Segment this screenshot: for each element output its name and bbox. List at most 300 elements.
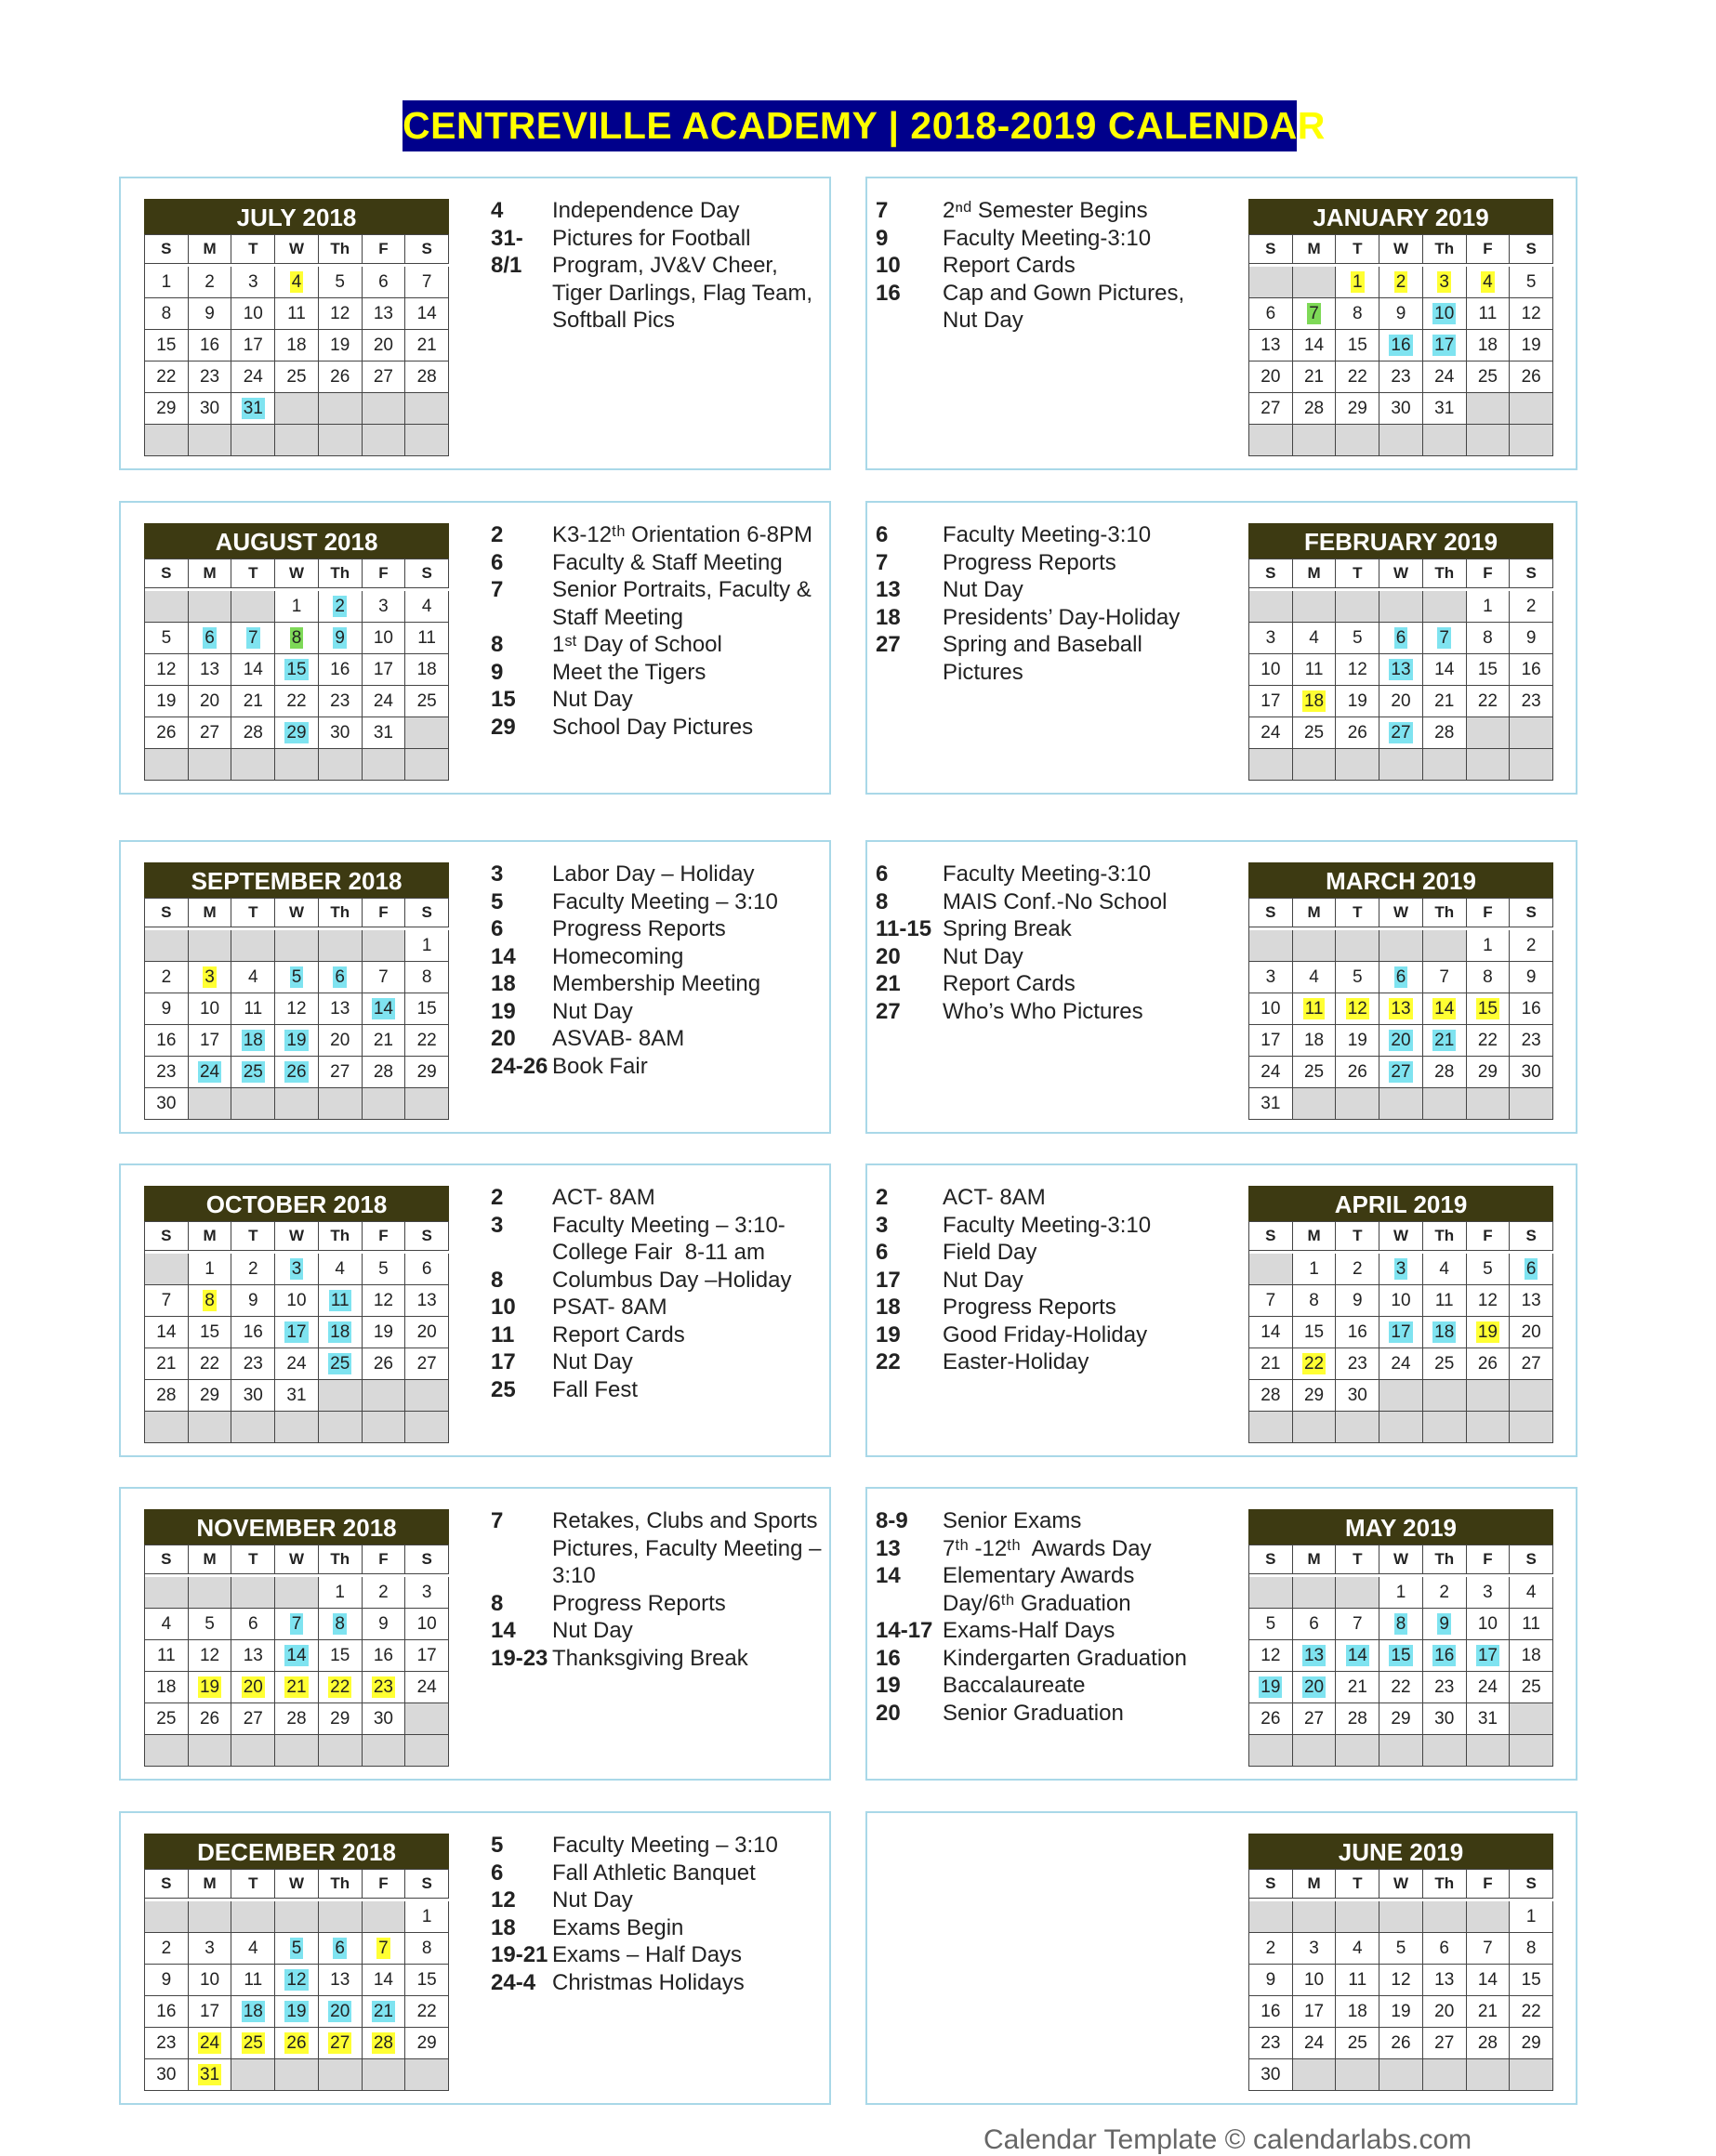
day-cell [1379,962,1423,993]
day-number: 8 [1352,304,1363,323]
day-cell [1249,298,1293,330]
event-item [491,915,825,943]
weekday-header: Th [1423,1222,1467,1251]
day-cell [1423,686,1467,717]
day-number: 5 [1395,1939,1406,1958]
day-number: 18 [1347,2002,1367,2021]
event-date: 8 [491,632,504,657]
weekday-header: S [405,235,449,264]
day-cell [363,654,406,686]
empty-day-cell [1467,1380,1511,1412]
event-date: 7 [491,577,504,602]
empty-day-cell [275,749,319,781]
day-cell [1510,962,1553,993]
event-date: 4 [491,198,504,223]
day-cell [405,1285,449,1317]
day-cell [231,1672,275,1703]
day-number: 18 [286,335,307,355]
weekday-header: F [363,559,406,588]
empty-day-cell [145,1412,189,1443]
day-number: 30 [1434,1709,1455,1729]
day-number: 2 [378,1583,389,1602]
day-cell [189,330,232,362]
weekday-header: Th [319,235,363,264]
event-date: 8-9 [876,1508,908,1533]
month-title: FEBRUARY 2019 [1248,523,1553,559]
empty-day-cell [363,1088,406,1120]
day-number: 18 [416,660,437,679]
event-text: Membership Meeting [552,971,761,996]
day-number: 10 [1303,1970,1325,1990]
day-number: 5 [161,628,172,648]
day-cell [363,1640,406,1672]
day-cell [1467,330,1511,362]
empty-day-cell [319,930,363,962]
empty-day-cell [1379,1901,1423,1933]
day-cell [231,267,275,298]
empty-day-cell [189,591,232,623]
weekday-header: W [275,1545,319,1574]
empty-day-cell [405,393,449,425]
day-cell [1510,1965,1553,1996]
weekday-header: F [363,1222,406,1251]
day-cell [1423,2028,1467,2059]
empty-day-cell [1423,2059,1467,2091]
day-cell [363,1254,406,1285]
day-cell [1510,1996,1553,2028]
day-cell [231,1965,275,1996]
day-number: 13 [199,660,220,679]
day-cell [363,962,406,993]
day-cell [1249,1348,1293,1380]
day-number: 16 [1521,660,1541,679]
event-text: Nut Day [943,1267,1023,1293]
day-cell [1467,1057,1511,1088]
event-date: 24-4 [491,1969,536,1995]
empty-day-cell [145,425,189,456]
event-item [491,1376,825,1404]
day-number: 13 [1434,1970,1455,1990]
day-cell [189,717,232,749]
day-number: 11 [1434,1291,1454,1310]
day-cell [363,1057,406,1088]
day-number: 20 [330,1031,350,1050]
day-number: 23 [1521,1031,1541,1050]
day-cell [275,1703,319,1735]
day-number: 23 [199,367,220,387]
empty-day-cell [275,1412,319,1443]
day-cell [405,1254,449,1285]
day-number: 1 [421,936,432,955]
day-number: 29 [416,2033,437,2053]
empty-day-cell [1467,749,1511,781]
day-number: 12 [286,1970,307,1990]
event-item [491,659,825,687]
weekday-header: M [189,559,232,588]
day-cell [319,993,363,1025]
day-number: 1 [1483,936,1493,955]
day-number: 10 [199,999,220,1019]
day-cell [145,362,189,393]
event-text: Kindergarten Graduation [943,1645,1187,1671]
day-cell [1336,717,1379,749]
day-cell [1467,298,1511,330]
empty-day-cell [145,749,189,781]
day-number: 11 [1522,1614,1540,1634]
weekday-header: T [1336,1545,1379,1574]
empty-day-cell [1423,591,1467,623]
event-date: 14 [876,1563,901,1588]
event-text: 2ⁿᵈ Semester Begins [943,198,1148,223]
day-cell [1336,1025,1379,1057]
event-date: 31-8/1 [491,225,523,278]
day-cell [275,1025,319,1057]
day-cell [1293,1057,1337,1088]
day-number: 12 [1477,1291,1498,1310]
day-number: 16 [243,1322,263,1342]
event-text: Book Fair [552,1053,648,1079]
empty-day-cell [1249,749,1293,781]
day-cell [319,330,363,362]
weekday-header: M [1293,1870,1337,1899]
day-number: 27 [416,1354,437,1374]
day-cell [319,1254,363,1285]
day-number: 21 [156,1354,177,1374]
weekday-header: W [1379,235,1423,264]
day-cell [1293,1285,1337,1317]
day-cell [1293,686,1337,717]
event-text: Nut Day [943,577,1023,602]
weekday-header: S [145,899,189,927]
empty-day-cell [1423,1088,1467,1120]
day-number: 6 [1525,1259,1537,1279]
day-number: 7 [1483,1939,1493,1958]
day-number: 9 [161,999,172,1019]
weekday-header: T [231,1545,275,1574]
weekday-header: W [275,1222,319,1251]
weekday-header: S [405,1222,449,1251]
empty-day-cell [145,930,189,962]
day-cell [1293,1933,1337,1965]
day-cell [1249,1965,1293,1996]
empty-day-cell [1423,1412,1467,1443]
day-cell [1249,1933,1293,1965]
day-number: 6 [1309,1614,1319,1634]
day-cell [1467,1609,1511,1640]
day-cell [363,330,406,362]
day-cell [1249,1025,1293,1057]
day-number: 28 [243,723,263,743]
event-date: 8 [876,888,889,914]
weekday-header: W [1379,1870,1423,1899]
empty-day-cell [1467,717,1511,749]
day-cell [189,1640,232,1672]
day-number: 28 [416,367,437,387]
day-cell [1336,330,1379,362]
day-number: 3 [1309,1939,1319,1958]
day-number: 1 [1525,1907,1537,1926]
day-cell [275,1254,319,1285]
day-cell [1467,623,1511,654]
day-cell [231,393,275,425]
day-cell [1423,330,1467,362]
empty-day-cell [189,425,232,456]
day-cell [319,1577,363,1609]
day-cell [363,717,406,749]
day-cell [363,1025,406,1057]
day-number: 27 [199,723,220,743]
day-number: 21 [1434,691,1455,711]
month-grid [144,1221,449,1443]
page-title: CENTREVILLE ACADEMY | 2018-2019 CALENDAR [403,100,1297,151]
day-cell [363,1609,406,1640]
event-date: 16 [876,1645,901,1671]
day-number: 18 [243,1031,263,1050]
day-cell [1467,993,1511,1025]
event-item [491,1267,825,1295]
day-cell [1293,1672,1337,1703]
day-number: 4 [1309,628,1319,648]
day-cell [275,654,319,686]
day-cell [145,623,189,654]
day-cell [189,1057,232,1088]
day-cell [231,1609,275,1640]
day-number: 13 [1521,1291,1541,1310]
empty-day-cell [1336,1412,1379,1443]
day-cell [363,267,406,298]
day-cell [1379,1317,1423,1348]
event-item [491,1025,825,1053]
weekday-header: S [1249,559,1293,588]
day-number: 5 [205,1614,215,1634]
day-cell [363,993,406,1025]
day-number: 4 [1439,1259,1449,1279]
event-text: Thanksgiving Break [552,1645,748,1671]
day-number: 19 [199,1677,220,1697]
empty-day-cell [405,1703,449,1735]
day-number: 10 [1261,660,1281,679]
day-cell [1336,1348,1379,1380]
event-item [491,1053,825,1081]
day-cell [1510,298,1553,330]
day-cell [189,1348,232,1380]
day-cell [1336,2028,1379,2059]
event-text: Progress Reports [552,1590,726,1616]
day-cell [1423,1996,1467,2028]
empty-day-cell [1249,1735,1293,1767]
day-cell [231,654,275,686]
day-number: 27 [330,2033,350,2053]
day-cell [319,1609,363,1640]
day-number: 11 [1478,304,1498,323]
day-number: 4 [247,967,258,987]
day-cell [189,1380,232,1412]
day-cell [1510,2028,1553,2059]
empty-day-cell [189,1577,232,1609]
event-date: 6 [491,1860,504,1886]
event-item [491,225,825,335]
day-cell [1510,330,1553,362]
day-number: 15 [1477,999,1498,1019]
weekday-header: T [231,899,275,927]
day-number: 5 [1483,1259,1493,1279]
empty-day-cell [1423,930,1467,962]
day-number: 16 [373,1646,393,1665]
day-number: 29 [1477,1062,1498,1082]
day-number: 22 [199,1354,220,1374]
event-item [491,970,825,998]
month-calendar-oct-2018 [144,1186,449,1443]
day-cell [1336,393,1379,425]
day-number: 7 [1352,1614,1363,1634]
day-cell [1423,623,1467,654]
day-cell [1423,1285,1467,1317]
day-number: 7 [291,1614,302,1634]
day-cell [405,1996,449,2028]
day-number: 4 [1309,967,1319,987]
event-date: 6 [491,916,504,941]
event-item [876,861,1210,888]
empty-day-cell [145,1901,189,1933]
day-cell [189,1317,232,1348]
day-number: 26 [1477,1354,1498,1374]
day-number: 30 [243,1386,263,1405]
day-number: 19 [286,1031,307,1050]
weekday-header: W [275,559,319,588]
event-date: 17 [876,1267,901,1293]
day-cell [1510,1025,1553,1057]
day-number: 26 [1391,2033,1411,2053]
day-cell [405,362,449,393]
day-number: 19 [330,335,350,355]
day-number: 23 [373,1677,393,1697]
event-text: Senior Portraits, Faculty & Staff Meeting [552,577,818,630]
day-cell [363,1933,406,1965]
day-cell [405,1640,449,1672]
day-number: 20 [330,2002,350,2021]
day-cell [231,330,275,362]
day-cell [275,591,319,623]
empty-day-cell [1467,1735,1511,1767]
event-item [876,521,1210,549]
day-cell [231,717,275,749]
day-cell [1379,1996,1423,2028]
empty-day-cell [1510,2059,1553,2091]
empty-day-cell [189,1735,232,1767]
day-number: 3 [247,272,258,292]
day-number: 8 [1483,628,1493,648]
day-number: 1 [205,1259,215,1279]
day-cell [1379,393,1423,425]
day-cell [1293,1640,1337,1672]
day-number: 27 [1391,723,1411,743]
day-number: 20 [416,1322,437,1342]
day-cell [1293,717,1337,749]
day-cell [1510,1348,1553,1380]
event-item [876,1212,1210,1240]
event-text: Meet the Tigers [552,659,706,685]
day-number: 16 [330,660,350,679]
day-cell [1467,1577,1511,1609]
day-number: 5 [335,272,345,292]
day-cell [1423,993,1467,1025]
day-cell [1293,654,1337,686]
day-number: 12 [199,1646,220,1665]
day-number: 3 [378,597,389,616]
day-number: 10 [416,1614,437,1634]
event-item [876,631,1210,686]
event-item [491,1645,825,1673]
day-number: 25 [1303,723,1325,743]
day-cell [1293,1996,1337,2028]
day-number: 29 [286,723,307,743]
day-cell [1379,1933,1423,1965]
day-number: 24 [1303,2033,1325,2053]
day-number: 6 [421,1259,432,1279]
empty-day-cell [319,749,363,781]
day-cell [1510,1640,1553,1672]
day-number: 12 [1261,1646,1281,1665]
event-text: Nut Day [552,1618,633,1643]
day-cell [405,1901,449,1933]
event-item [491,1941,825,1969]
month-grid [144,559,449,781]
day-cell [1467,654,1511,686]
empty-day-cell [1379,930,1423,962]
weekday-header: Th [1423,899,1467,927]
empty-day-cell [231,930,275,962]
footer-credit: Calendar Template © calendarlabs.com [983,2124,1472,2155]
event-date: 6 [876,861,889,887]
day-cell [363,591,406,623]
day-number: 13 [1391,999,1411,1019]
day-cell [1293,993,1337,1025]
day-number: 25 [286,367,307,387]
day-number: 14 [1434,660,1455,679]
event-item [876,1700,1210,1728]
day-number: 10 [1477,1614,1498,1634]
day-number: 9 [335,628,345,648]
event-text: Cap and Gown Pictures, Nut Day [943,280,1191,333]
day-cell [363,1285,406,1317]
day-cell [189,1965,232,1996]
day-cell [1467,1254,1511,1285]
event-date: 7 [491,1508,504,1533]
day-number: 14 [1347,1646,1367,1665]
day-number: 26 [1521,367,1541,387]
weekday-header: W [1379,559,1423,588]
day-number: 9 [1525,967,1537,987]
day-number: 1 [161,272,172,292]
day-number: 16 [1347,1322,1367,1342]
event-date: 20 [876,1700,901,1726]
day-cell [145,2028,189,2059]
empty-day-cell [1249,1577,1293,1609]
day-number: 24 [373,691,393,711]
day-number: 31 [286,1386,307,1405]
event-date: 18 [491,1914,516,1940]
event-text: Senior Graduation [943,1700,1124,1726]
day-number: 20 [1261,367,1281,387]
day-number: 28 [1347,1709,1367,1729]
day-cell [319,623,363,654]
weekday-header: S [405,1870,449,1899]
day-cell [189,993,232,1025]
day-cell [275,962,319,993]
month-title: APRIL 2019 [1248,1186,1553,1221]
day-number: 15 [286,660,307,679]
day-cell [1249,993,1293,1025]
